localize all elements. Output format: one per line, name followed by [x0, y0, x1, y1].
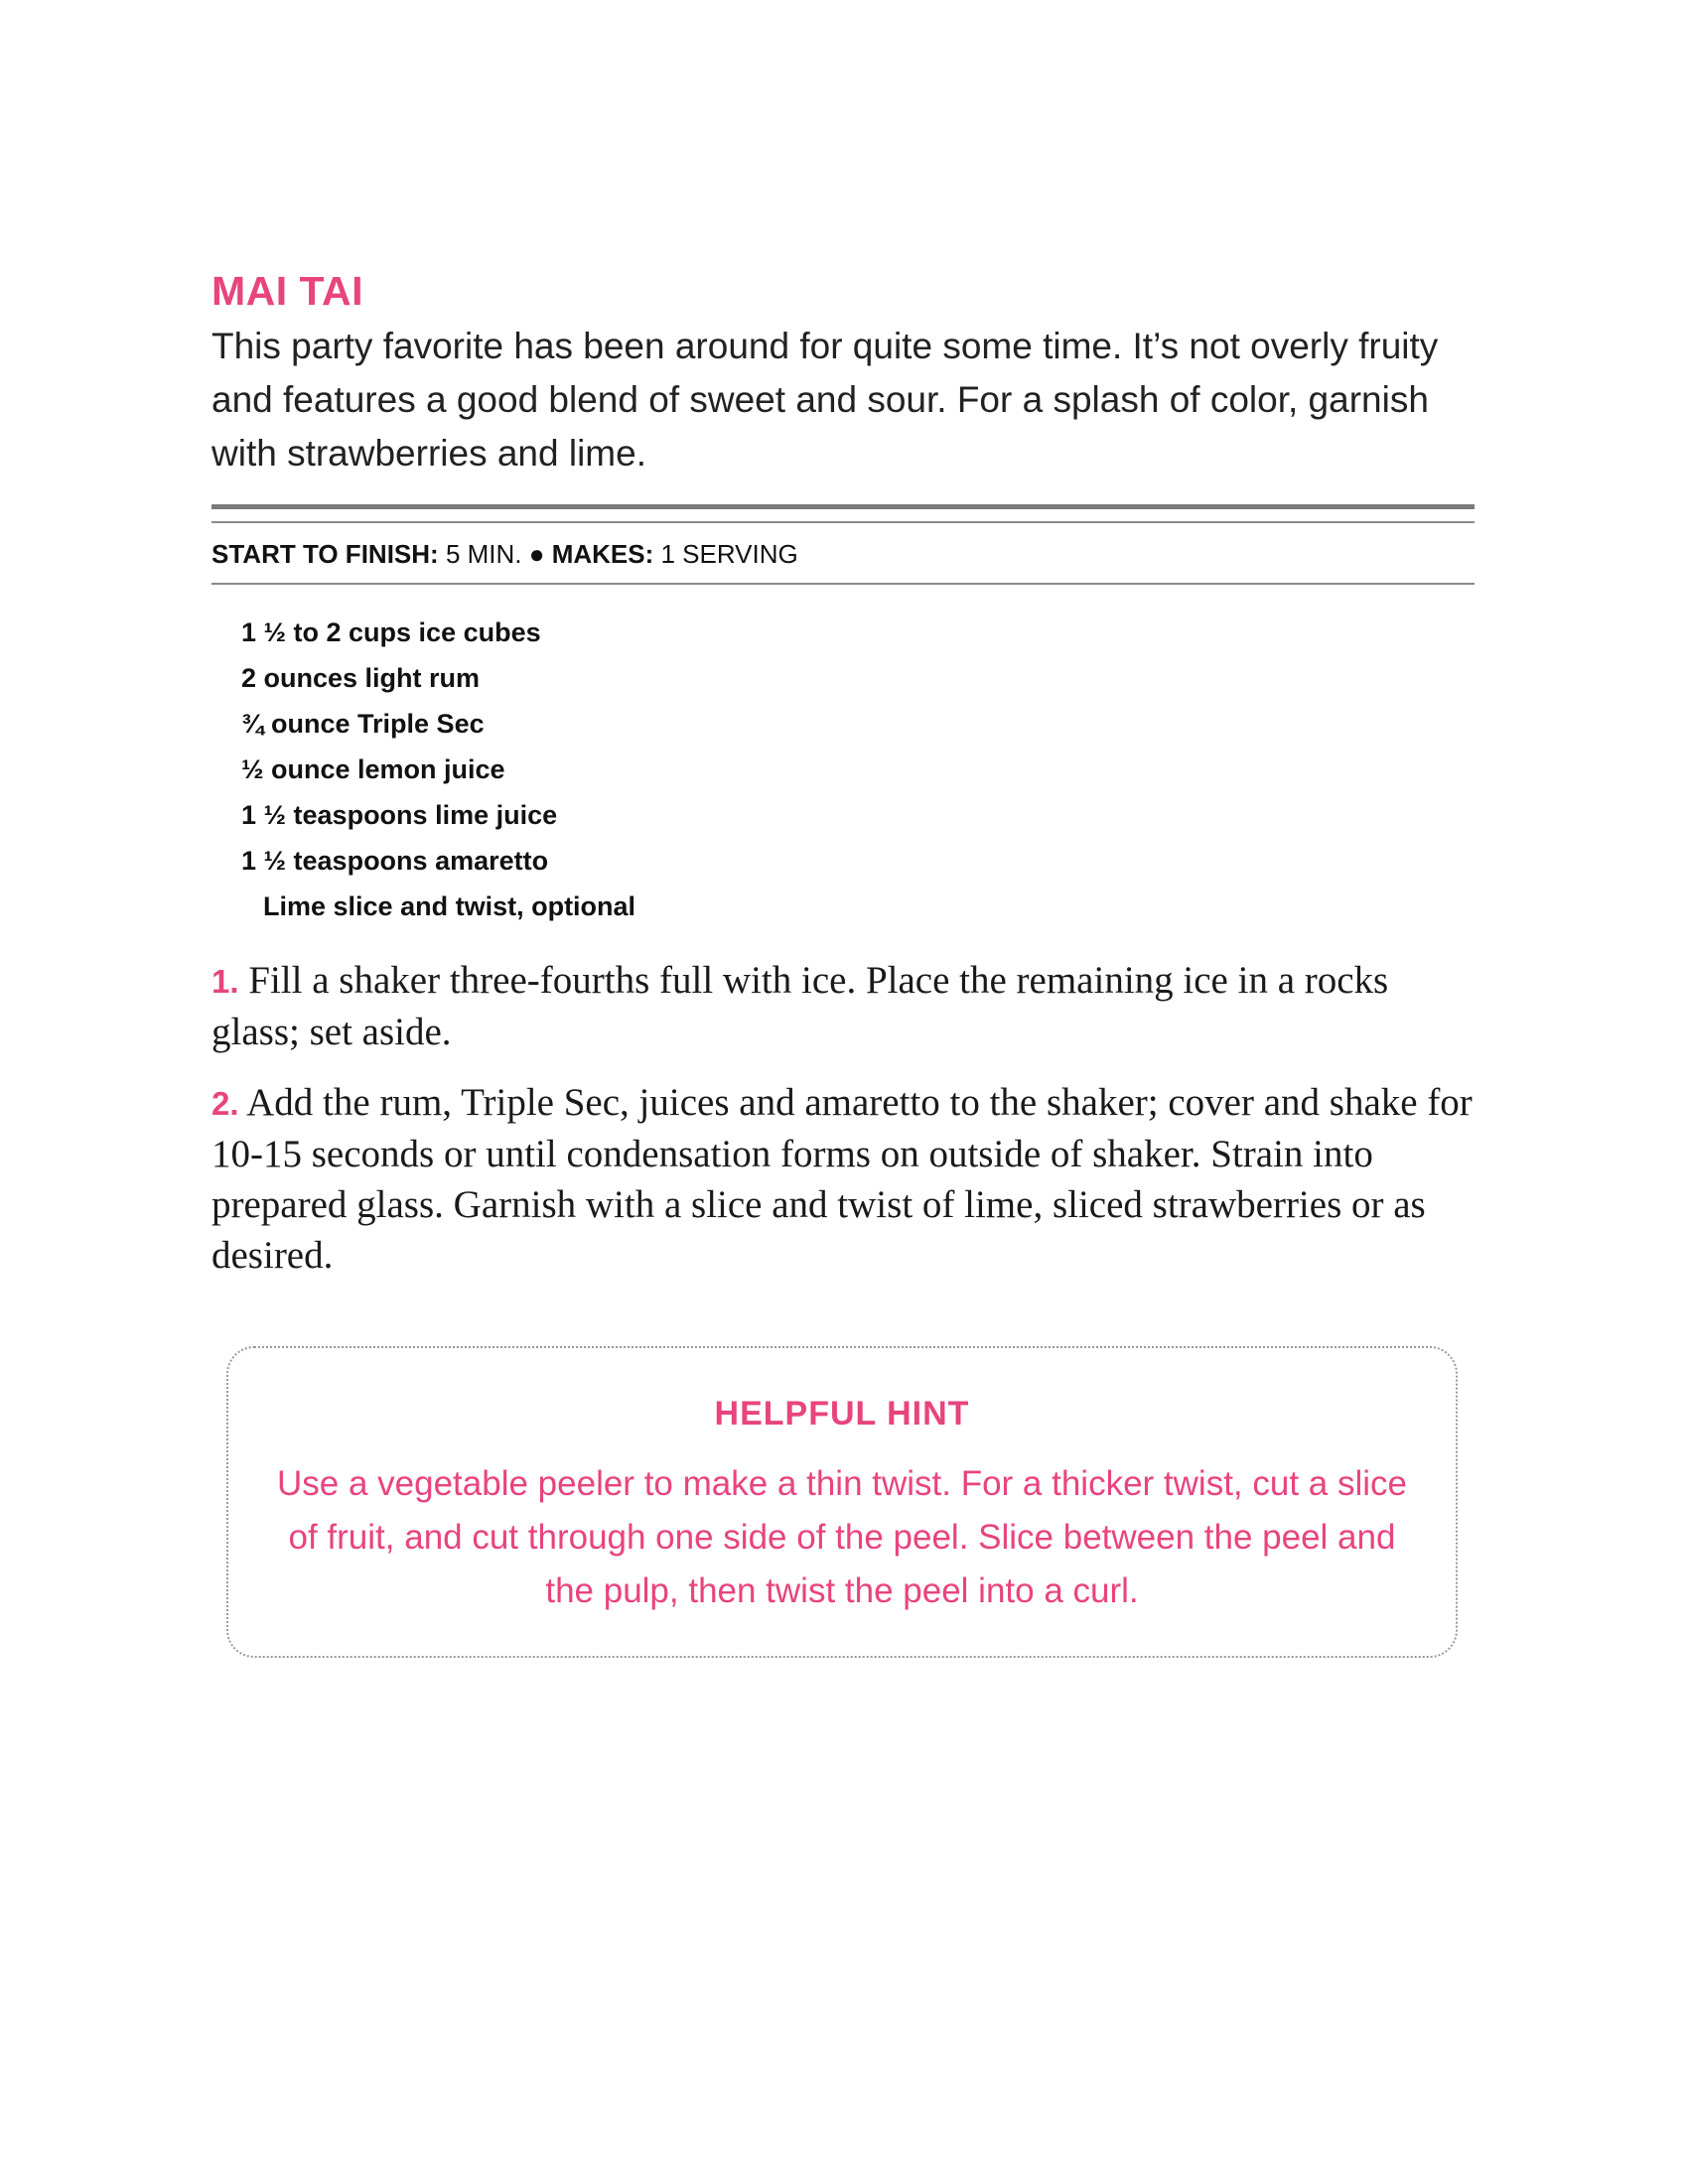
makes-label: MAKES:: [551, 539, 654, 569]
divider-thin-bottom: [211, 583, 1475, 585]
ingredient-item: ¾ ounce Triple Sec: [241, 709, 485, 739]
recipe-title: MAI TAI: [211, 268, 364, 314]
recipe-steps: [211, 955, 1475, 1300]
step-number: 1.: [211, 963, 239, 1000]
makes-value: 1 SERVING: [660, 539, 798, 569]
ingredient-item: 2 ounces light rum: [241, 663, 481, 693]
hint-text: Use a vegetable peeler to make a thin twist. For a thicker twist, cut a slice of fruit, and cut through one side of the peel. Slice between the peel and the pulp, then twist the peel into a curl.: [277, 1464, 1407, 1610]
ingredient-item: 1 ½ teaspoons lime juice: [241, 800, 558, 830]
ingredient-item: ½ ounce lemon juice: [241, 754, 505, 784]
start-label: START TO FINISH:: [211, 539, 439, 569]
start-value: 5 MIN.: [445, 539, 522, 569]
ingredient-item: 1 ½ teaspoons amaretto: [241, 846, 549, 876]
step-number: 2.: [211, 1085, 239, 1122]
step-2: [211, 1077, 1475, 1281]
recipe-meta: [211, 536, 798, 572]
step-text: Add the rum, Triple Sec, juices and amaretto to the shaker; cover and shake for 10-15 seconds or until condensation forms on outside of shaker. Strain into prepared glass. Garnish with a slice and twist of lime, sliced strawberries or as desired.: [211, 1081, 1473, 1277]
step-text: Fill a shaker three-fourths full with ice. Place the remaining ice in a rocks glass; set aside.: [211, 959, 1389, 1053]
step-1: [211, 955, 1475, 1057]
meta-bullet: ●: [528, 539, 545, 569]
ingredient-item: 1 ½ to 2 cups ice cubes: [241, 617, 541, 647]
recipe-intro: This party favorite has been around for quite some time. It’s not overly fruity and features a good blend of sweet and sour. For a splash of color, garnish with strawberries and lime.: [211, 326, 1439, 474]
helpful-hint-box: [226, 1346, 1458, 1658]
divider-thin: [211, 521, 1475, 523]
divider-thick: [211, 504, 1475, 509]
ingredient-item: Lime slice and twist, optional: [263, 891, 636, 921]
hint-title: HELPFUL HINT: [714, 1395, 970, 1433]
ingredient-list: [241, 610, 635, 929]
recipe-page: [211, 266, 1475, 1610]
